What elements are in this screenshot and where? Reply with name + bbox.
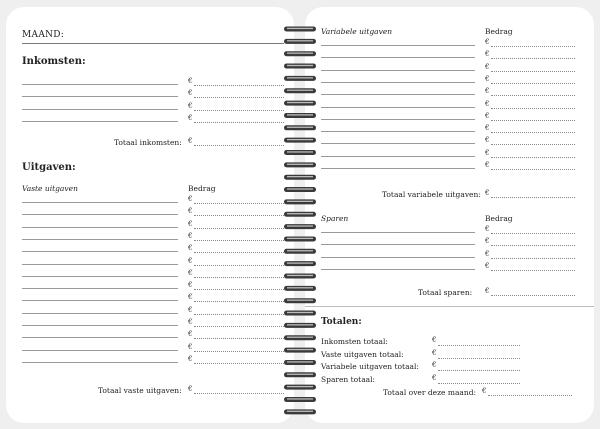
savings-total-field[interactable] <box>491 295 575 296</box>
fixed-row-euro: € <box>188 256 193 265</box>
income-heading: Inkomsten: <box>22 56 86 67</box>
fixed-row-euro: € <box>188 330 193 339</box>
fixed-row-euro: € <box>188 293 193 302</box>
fixed-row-line[interactable] <box>22 300 178 301</box>
fixed-row-euro: € <box>188 354 193 363</box>
binding-ring-highlight <box>287 213 313 214</box>
income-row-euro: € <box>188 113 193 122</box>
variable-row-amount-field[interactable] <box>491 83 575 84</box>
variable-row-euro: € <box>485 148 490 157</box>
fixed-row-euro: € <box>188 219 193 228</box>
savings-row-amount-field[interactable] <box>491 245 575 246</box>
fixed-row-amount-field[interactable] <box>194 314 284 315</box>
spiral-binding <box>280 0 320 429</box>
binding-ring-highlight <box>287 250 313 251</box>
variable-row-amount-field[interactable] <box>491 71 575 72</box>
totals-divider <box>305 306 594 307</box>
expenses-heading: Uitgaven: <box>22 162 76 173</box>
savings-row-amount-field[interactable] <box>491 233 575 234</box>
fixed-row-line[interactable] <box>22 288 178 289</box>
binding-ring-highlight <box>287 238 313 239</box>
binding-ring-highlight <box>287 102 313 103</box>
income-row-line[interactable] <box>22 84 178 85</box>
variable-total-field[interactable] <box>491 197 575 198</box>
binding-ring-highlight <box>287 287 313 288</box>
fixed-row-line[interactable] <box>22 337 178 338</box>
savings-row-line[interactable] <box>321 257 475 258</box>
variable-row-line[interactable] <box>321 82 475 83</box>
fixed-row-amount-field[interactable] <box>194 326 284 327</box>
income-row-euro: € <box>188 77 193 85</box>
fixed-row-amount-field[interactable] <box>194 215 284 216</box>
income-row-euro: € <box>188 101 193 110</box>
savings-row-line[interactable] <box>321 232 475 233</box>
savings-row-euro: € <box>485 261 490 270</box>
savings-label: Sparen <box>321 214 349 223</box>
fixed-row-line[interactable] <box>22 227 178 228</box>
binding-ring-highlight <box>287 164 313 165</box>
fixed-row-amount-field[interactable] <box>194 277 284 278</box>
fixed-row-line[interactable] <box>22 239 178 240</box>
variable-expenses-label: Variabele uitgaven <box>321 27 393 36</box>
binding-ring-highlight <box>287 65 313 66</box>
variable-row-euro: € <box>485 87 490 96</box>
fixed-row-line[interactable] <box>22 202 178 203</box>
income-total-euro: € <box>188 137 193 145</box>
month-underline <box>22 43 284 44</box>
savings-row-euro: € <box>485 237 490 246</box>
totals-row-field[interactable] <box>438 383 520 384</box>
totals-row-field[interactable] <box>438 345 520 346</box>
totals-row-euro: € <box>432 336 437 344</box>
fixed-row-euro: € <box>188 281 193 290</box>
fixed-row-amount-field[interactable] <box>194 338 284 339</box>
grand-total-field[interactable] <box>488 395 572 396</box>
binding-ring-highlight <box>287 374 313 375</box>
variable-row-euro: € <box>485 161 490 169</box>
fixed-row-euro: € <box>188 342 193 351</box>
variable-row-amount-field[interactable] <box>491 108 575 109</box>
variable-row-amount-field[interactable] <box>491 132 575 133</box>
variable-row-amount-field[interactable] <box>491 46 575 47</box>
binding-ring-highlight <box>287 151 313 152</box>
fixed-row-line[interactable] <box>22 362 178 363</box>
totals-row-label: Sparen totaal: <box>321 374 376 384</box>
variable-row-line[interactable] <box>321 168 475 169</box>
grand-total-label: Totaal over deze maand: <box>383 388 477 397</box>
fixed-row-line[interactable] <box>22 325 178 326</box>
variable-row-line[interactable] <box>321 143 475 144</box>
income-row-line[interactable] <box>22 121 178 122</box>
income-row-amount-field[interactable] <box>194 122 284 123</box>
variable-amount-label: Bedrag <box>485 27 513 36</box>
savings-row-amount-field[interactable] <box>491 270 575 271</box>
fixed-row-amount-field[interactable] <box>194 240 284 241</box>
fixed-row-euro: € <box>188 195 193 203</box>
totals-row-euro: € <box>432 348 437 357</box>
fixed-row-amount-field[interactable] <box>194 351 284 352</box>
variable-row-euro: € <box>485 62 490 71</box>
income-row-amount-field[interactable] <box>194 85 284 86</box>
binding-ring-highlight <box>287 127 313 128</box>
income-row-amount-field[interactable] <box>194 97 284 98</box>
binding-ring-highlight <box>287 77 313 78</box>
variable-total-label: Totaal variabele uitgaven: <box>382 190 481 199</box>
income-total-label: Totaal inkomsten: <box>114 138 182 147</box>
totals-heading: Totalen: <box>321 317 362 327</box>
binding-ring-highlight <box>287 324 313 325</box>
grand-total-euro: € <box>482 387 487 395</box>
variable-row-amount-field[interactable] <box>491 95 575 96</box>
binding-ring-highlight <box>287 188 313 189</box>
fixed-row-amount-field[interactable] <box>194 301 284 302</box>
fixed-row-euro: € <box>188 244 193 253</box>
binding-ring-highlight <box>287 53 313 54</box>
fixed-row-line[interactable] <box>22 313 178 314</box>
binding-ring-highlight <box>287 40 313 41</box>
month-label: MAAND: <box>22 30 65 40</box>
savings-row-euro: € <box>485 249 490 258</box>
fixed-row-euro: € <box>188 231 193 240</box>
savings-row-amount-field[interactable] <box>491 258 575 259</box>
income-row-amount-field[interactable] <box>194 110 284 111</box>
variable-row-euro: € <box>485 111 490 120</box>
savings-total-euro: € <box>485 287 490 295</box>
binding-ring-highlight <box>287 312 313 313</box>
variable-row-amount-field[interactable] <box>491 169 575 170</box>
binding-ring-highlight <box>287 337 313 338</box>
variable-total-euro: € <box>485 189 490 197</box>
fixed-row-line[interactable] <box>22 276 178 277</box>
totals-row-euro: € <box>432 361 437 369</box>
fixed-row-euro: € <box>188 268 193 277</box>
variable-row-line[interactable] <box>321 131 475 132</box>
binding-ring-highlight <box>287 28 313 29</box>
variable-row-amount-field[interactable] <box>491 58 575 59</box>
left-page <box>6 7 294 423</box>
variable-row-line[interactable] <box>321 70 475 71</box>
fixed-row-euro: € <box>188 305 193 314</box>
variable-row-line[interactable] <box>321 45 475 46</box>
binding-ring-highlight <box>287 411 313 412</box>
variable-row-euro: € <box>485 124 490 133</box>
totals-row-euro: € <box>432 373 437 382</box>
savings-row-line[interactable] <box>321 244 475 245</box>
variable-row-euro: € <box>485 50 490 59</box>
fixed-row-amount-field[interactable] <box>194 265 284 266</box>
fixed-row-amount-field[interactable] <box>194 252 284 253</box>
binding-ring-highlight <box>287 349 313 350</box>
fixed-total-euro: € <box>188 385 193 393</box>
fixed-row-euro: € <box>188 207 193 216</box>
income-row-line[interactable] <box>22 96 178 97</box>
fixed-row-line[interactable] <box>22 350 178 351</box>
binding-ring-highlight <box>287 90 313 91</box>
binding-ring-highlight <box>287 262 313 263</box>
fixed-row-amount-field[interactable] <box>194 289 284 290</box>
binding-ring-highlight <box>287 114 313 115</box>
fixed-row-euro: € <box>188 318 193 326</box>
savings-row-euro: € <box>485 225 490 233</box>
variable-row-euro: € <box>485 136 490 145</box>
income-total-field[interactable] <box>194 145 284 146</box>
binding-ring-highlight <box>287 361 313 362</box>
variable-row-amount-field[interactable] <box>491 120 575 121</box>
fixed-expenses-label: Vaste uitgaven <box>22 184 78 193</box>
totals-row-field[interactable] <box>438 370 520 371</box>
fixed-row-amount-field[interactable] <box>194 228 284 229</box>
fixed-row-amount-field[interactable] <box>194 203 284 204</box>
binding-ring-highlight <box>287 386 313 387</box>
binding-ring-highlight <box>287 275 313 276</box>
variable-row-line[interactable] <box>321 94 475 95</box>
fixed-row-line[interactable] <box>22 251 178 252</box>
variable-row-amount-field[interactable] <box>491 144 575 145</box>
variable-row-line[interactable] <box>321 57 475 58</box>
binding-ring-highlight <box>287 398 313 399</box>
totals-row-label: Variabele uitgaven totaal: <box>321 362 419 371</box>
totals-row-label: Vaste uitgaven totaal: <box>321 349 404 359</box>
variable-row-euro: € <box>485 38 490 46</box>
binding-ring-highlight <box>287 225 313 226</box>
right-page <box>305 7 594 423</box>
variable-row-euro: € <box>485 99 490 108</box>
variable-row-euro: € <box>485 74 490 83</box>
fixed-row-line[interactable] <box>22 264 178 265</box>
variable-row-line[interactable] <box>321 119 475 120</box>
variable-row-line[interactable] <box>321 156 475 157</box>
fixed-row-line[interactable] <box>22 214 178 215</box>
income-row-line[interactable] <box>22 109 178 110</box>
fixed-amount-label: Bedrag <box>188 184 216 193</box>
totals-row-field[interactable] <box>438 358 520 359</box>
savings-amount-label: Bedrag <box>485 214 513 223</box>
binding-ring-highlight <box>287 139 313 140</box>
fixed-total-label: Totaal vaste uitgaven: <box>98 386 182 395</box>
binding-ring-highlight <box>287 176 313 177</box>
fixed-row-amount-field[interactable] <box>194 363 284 364</box>
savings-total-label: Totaal sparen: <box>418 288 473 297</box>
binding-ring-highlight <box>287 201 313 202</box>
fixed-total-field[interactable] <box>194 393 284 394</box>
variable-row-line[interactable] <box>321 107 475 108</box>
income-row-euro: € <box>188 89 193 98</box>
binding-ring-highlight <box>287 300 313 301</box>
totals-row-label: Inkomsten totaal: <box>321 337 388 346</box>
variable-row-amount-field[interactable] <box>491 157 575 158</box>
savings-row-line[interactable] <box>321 269 475 270</box>
